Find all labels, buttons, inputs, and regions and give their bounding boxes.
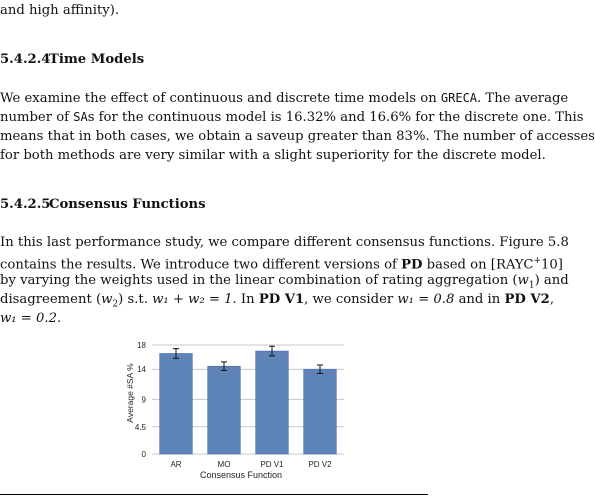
- x-tick-labels: [170, 460, 332, 469]
- bar: [208, 366, 241, 454]
- section-title: Consensus Functions: [49, 197, 206, 212]
- bar-chart-figure: [0, 336, 474, 496]
- footnote-rule: [0, 494, 428, 495]
- section-title: Time Models: [49, 52, 145, 67]
- text-line: for both methods are very similar with a slight superiority for the discrete model.: [0, 148, 546, 163]
- y-axis-label: Average #SA %: [125, 363, 135, 423]
- code-term: SA: [73, 110, 88, 124]
- text-line: and high affinity).: [0, 3, 120, 18]
- bar: [304, 369, 337, 454]
- text-line: disagreement $(w_2)$ s.t. w₁ + w₂ = 1. In PD V1, we consider w₁ = 0.8 and in PD V2,: [0, 292, 555, 310]
- section-heading-time-models: [0, 52, 144, 67]
- text-line: contains the results. We introduce two different versions of PD based on [RAYC+10]: [0, 256, 563, 273]
- y-tick-label: 14: [137, 365, 146, 375]
- paragraph-fragment: [0, 2, 474, 19]
- text-line: w₁ = 0.2.: [0, 311, 62, 326]
- section-number: 5.4.2.4: [0, 52, 51, 67]
- x-tick-label: AR: [170, 460, 182, 469]
- x-tick-label: MO: [217, 460, 231, 469]
- bar: [256, 351, 289, 454]
- y-tick-label: 18: [137, 341, 146, 350]
- text-line: by varying the weights used in the linear combination of rating aggregation $(w_1)$ and: [0, 273, 569, 291]
- section-number: 5.4.2.5: [0, 197, 51, 212]
- code-term: GRECA: [440, 91, 478, 105]
- y-tick-label: 0: [141, 450, 146, 459]
- y-tick-label: 4.5: [134, 422, 146, 432]
- x-tick-label: PD V1: [260, 460, 284, 469]
- text-line: number of SAs for the continuous model is 16.32% and 16.6% for the discrete one. This: [0, 110, 584, 125]
- x-axis-label: Consensus Function: [199, 470, 283, 480]
- y-tick-labels: [135, 341, 147, 459]
- bars: [160, 351, 337, 454]
- text-line: In this last performance study, we compare different consensus functions. Figure 5.8: [0, 235, 569, 250]
- y-tick-label: 9: [141, 395, 146, 405]
- text-line: means that in both cases, we obtain a saveup greater than 83%. The number of accesses: [0, 129, 595, 144]
- text-line: We examine the effect of continuous and discrete time models on GRECA. The average: [0, 91, 569, 106]
- x-tick-label: PD V2: [308, 460, 332, 469]
- bar: [160, 353, 193, 454]
- section-heading-consensus-functions: [0, 197, 206, 212]
